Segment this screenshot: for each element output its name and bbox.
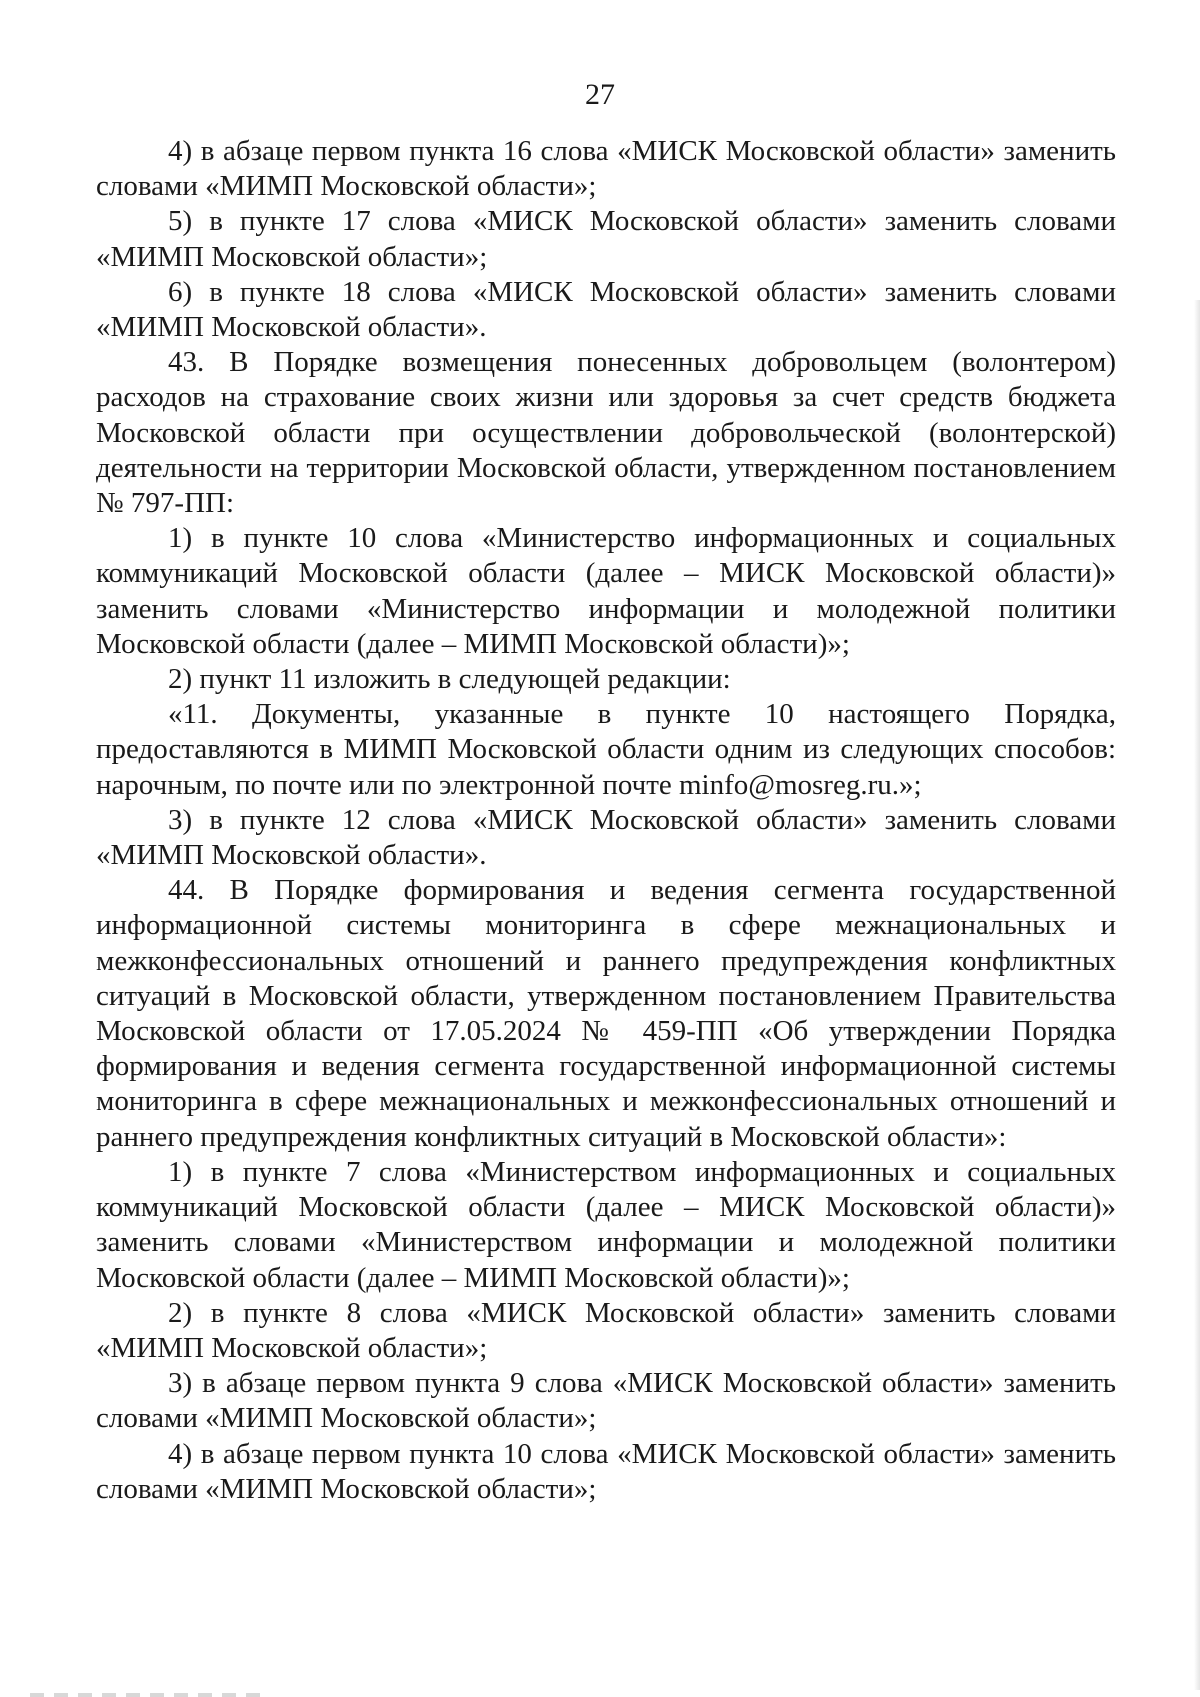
paragraph-43-quote-11: «11. Документы, указанные в пункте 10 настоящего Порядка, предоставляются в МИМП Московской области одним из следующих способов: нарочным, по почте или по электронной почте minfo@mosreg.ru.»; <box>96 698 1116 801</box>
paragraph-44-item-4: 4) в абзаце первом пункта 10 слова «МИСК Московской области» заменить словами «МИМП Московской области»; <box>96 1437 1116 1505</box>
paragraph-44-item-2: 2) в пункте 8 слова «МИСК Московской области» заменить словами «МИМП Московской области»; <box>96 1296 1116 1364</box>
paragraph-item-6-p18: 6) в пункте 18 слова «МИСК Московской области» заменить словами «МИМП Московской области». <box>96 275 1116 344</box>
paragraph-section-44: 44. В Порядке формирования и ведения сегмента государственной информационной системы мониторинга в сфере межнациональных и межконфессиональных отношений и раннего предупреждения конфликтных ситуаций в Московской области, утвержденном постановлением Правительства Московской области от 17.05.2024 № 459-ПП «Об утверждении Порядка формирования и ведения сегмента государственной информационной системы мониторинга в сфере межнациональных и межконфессиональных отношений и раннего предупреждения конфликтных ситуаций в Московской области»: <box>96 874 1116 1153</box>
scan-edge-bottom <box>30 1693 270 1697</box>
paragraph-section-43: 43. В Порядке возмещения понесенных добровольцем (волонтером) расходов на страхование своих жизни или здоровья за счет средств бюджета Московской области при осуществлении добровольческой (волонтерской) деятельности на территории Московской области, утвержденном постановлением № 797-ПП: <box>96 346 1116 520</box>
document-body <box>96 134 1116 1507</box>
paragraph-item-5-p17: 5) в пункте 17 слова «МИСК Московской области» заменить словами «МИМП Московской области»; <box>96 205 1116 273</box>
scan-edge-right <box>1194 300 1200 1690</box>
paragraph-43-item-3: 3) в пункте 12 слова «МИСК Московской области» заменить словами «МИМП Московской области». <box>96 803 1116 872</box>
paragraph-44-item-3: 3) в абзаце первом пункта 9 слова «МИСК Московской области» заменить словами «МИМП Московской области»; <box>96 1367 1116 1435</box>
paragraph-43-item-1: 1) в пункте 10 слова «Министерство информационных и социальных коммуникаций Московской области (далее – МИСК Московской области)» заменить словами «Министерство информации и молодежной политики Московской области (далее – МИМП Московской области)»; <box>96 522 1116 660</box>
paragraph-item-4-p16: 4) в абзаце первом пункта 16 слова «МИСК Московской области» заменить словами «МИМП Московской области»; <box>96 135 1116 203</box>
page-number: 27 <box>585 78 615 111</box>
paragraph-44-item-1: 1) в пункте 7 слова «Министерством информационных и социальных коммуникаций Московской области (далее – МИСК Московской области)» заменить словами «Министерством информации и молодежной политики Московской области (далее – МИМП Московской области)»; <box>96 1155 1116 1294</box>
paragraph-43-item-2: 2) пункт 11 изложить в следующей редакции: <box>168 663 731 696</box>
